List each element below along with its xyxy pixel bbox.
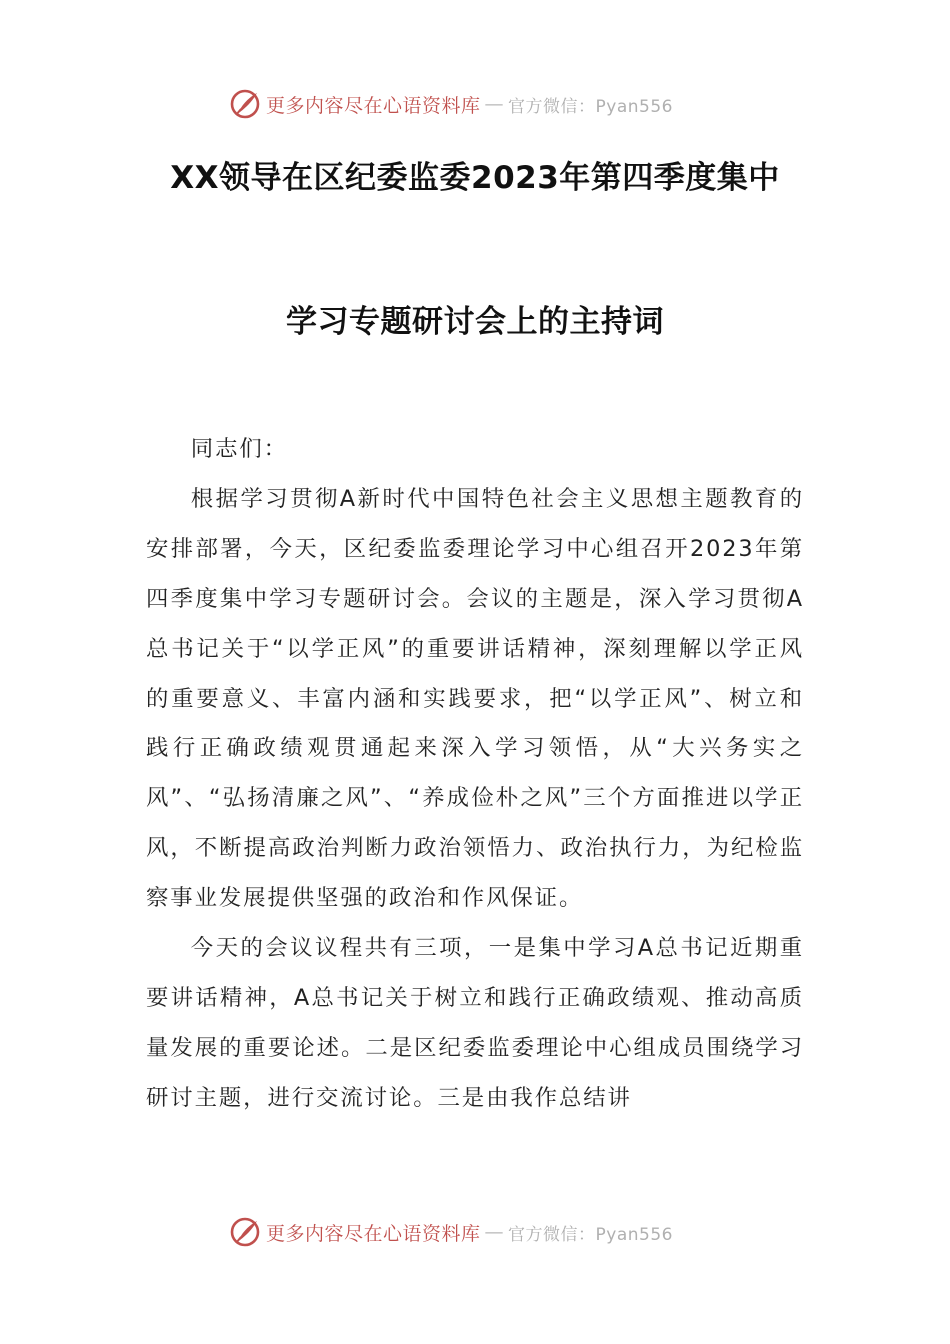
watermark-banner-bottom bbox=[228, 1212, 673, 1252]
body-paragraph: 今天的会议议程共有三项，一是集中学习A总书记近期重要讲话精神，A总书记关于树立和践行正确政绩观、推动高质量发展的重要论述。二是区纪委监委理论中心组成员围绕学习研讨主题，进行交流讨论。三是由我作总结讲 bbox=[146, 935, 804, 1111]
document-title-line-1: XX领导在区纪委监委2023年第四季度集中 bbox=[170, 160, 780, 196]
watermark-wechat: 官方微信：Pyan556 bbox=[508, 96, 673, 117]
document-body bbox=[146, 425, 804, 1124]
quill-logo-icon bbox=[228, 1215, 262, 1249]
salutation: 同志们： bbox=[190, 436, 288, 462]
document-title-line-2: 学习专题研讨会上的主持词 bbox=[286, 304, 664, 340]
watermark-banner-top bbox=[228, 84, 673, 124]
body-paragraph: 根据学习贯彻A新时代中国特色社会主义思想主题教育的安排部署，今天，区纪委监委理论学习中心组召开2023年第四季度集中学习专题研讨会。会议的主题是，深入学习贯彻A总书记关于“以学正风”的重要讲话精神，深刻理解以学正风的重要意义、丰富内涵和实践要求，把“以学正风”、树立和践行正确政绩观贯通起来深入学习领悟，从“大兴务实之风”、“弘扬清廉之风”、“养成俭朴之风”三个方面推进以学正风，不断提高政治判断力政治领悟力、政治执行力，为纪检监察事业发展提供坚强的政治和作风保证。 bbox=[146, 485, 804, 912]
watermark-wechat: 官方微信：Pyan556 bbox=[508, 1224, 673, 1245]
watermark-text: 更多内容尽在心语资料库 bbox=[266, 94, 481, 117]
quill-logo-icon bbox=[228, 87, 262, 121]
watermark-separator: — bbox=[484, 93, 505, 115]
watermark-text: 更多内容尽在心语资料库 bbox=[266, 1222, 481, 1245]
watermark-separator: — bbox=[484, 1221, 505, 1243]
